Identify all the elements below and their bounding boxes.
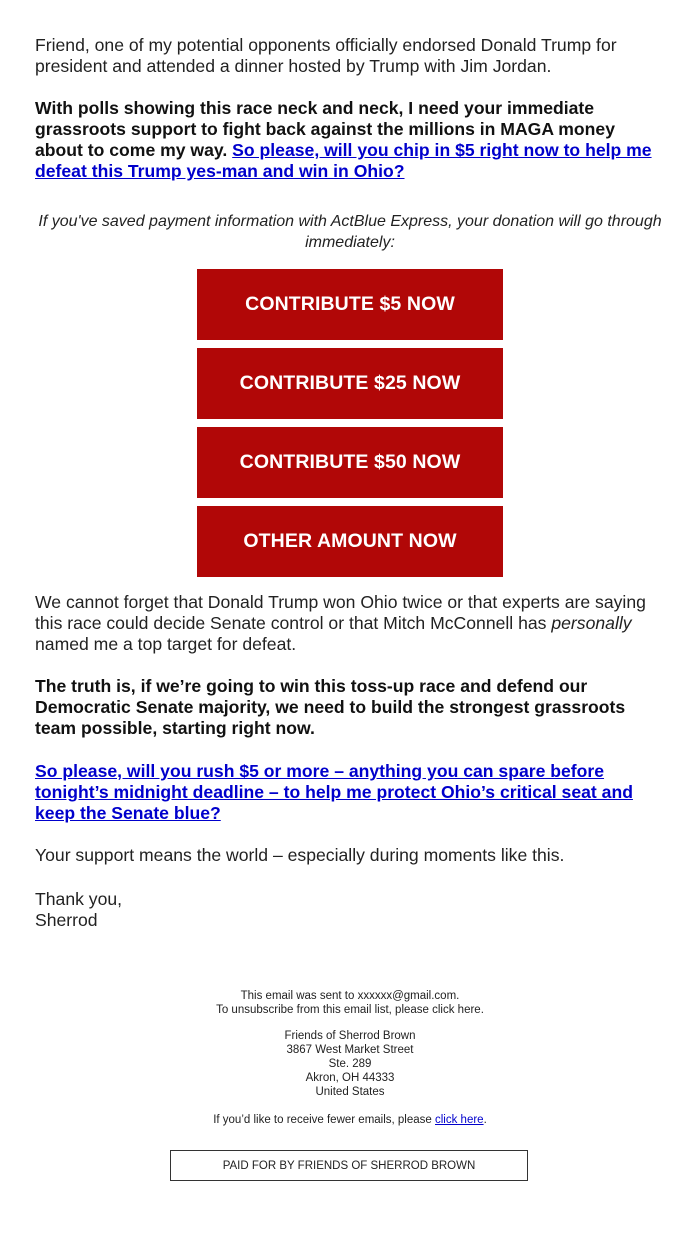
paid-for-text: PAID FOR BY FRIENDS OF SHERROD BROWN: [222, 1159, 476, 1172]
contribute-5-button[interactable]: CONTRIBUTE $5 NOW: [197, 269, 503, 340]
rush-donate-link[interactable]: So please, will you rush $5 or more – anything you can spare before tonight’s midnight deadline – to help me protect Ohio’s critical seat and keep the Senate blue?: [35, 761, 633, 823]
chip-in-link[interactable]: So please, will you chip in $5 right now to help me defeat this Trump yes-man and win in Ohio?: [35, 140, 652, 181]
footer-unsubscribe-link[interactable]: To unsubscribe from this email list, please click here.: [216, 1004, 484, 1016]
footer-street: 3867 West Market Street: [286, 1044, 414, 1056]
fewer-emails-period: .: [483, 1114, 487, 1126]
polls-paragraph: [35, 98, 665, 182]
footer-country: United States: [315, 1086, 385, 1098]
signoff: Thank you,: [35, 889, 123, 909]
cannot-forget-emphasis: personally: [551, 613, 632, 633]
fewer-emails-link[interactable]: click here: [435, 1114, 484, 1126]
contribute-50-button[interactable]: CONTRIBUTE $50 NOW: [197, 427, 503, 498]
signature: Sherrod: [35, 910, 98, 930]
truth-paragraph: The truth is, if we’re going to win this toss-up race and defend our Democratic Senate majority, we need to build the strongest grassroots team possible, starting right now.: [35, 676, 626, 738]
fewer-emails-text: If you’d like to receive fewer emails, please: [213, 1114, 435, 1126]
polls-bold-text: With polls showing this race neck and neck, I need your immediate grassroots support to fight back against the millions in MAGA money about to come my way.: [35, 98, 616, 160]
actblue-express-note: If you've saved payment information with ActBlue Express, your donation will go through immediately:: [38, 213, 662, 251]
footer-sent-to: This email was sent to xxxxxx@gmail.com.: [240, 990, 460, 1002]
footer-suite: Ste. 289: [328, 1058, 372, 1070]
footer-fewer-emails: [150, 1113, 550, 1127]
rush-paragraph: [35, 761, 665, 824]
footer-city: Akron, OH 44333: [305, 1072, 395, 1084]
other-amount-button[interactable]: OTHER AMOUNT NOW: [197, 506, 503, 577]
contribute-25-button[interactable]: CONTRIBUTE $25 NOW: [197, 348, 503, 419]
footer-org-name: Friends of Sherrod Brown: [284, 1030, 416, 1042]
cannot-forget-text-end: named me a top target for defeat.: [35, 634, 297, 654]
cannot-forget-paragraph: [35, 592, 665, 655]
cannot-forget-text-start: We cannot forget that Donald Trump won Ohio twice or that experts are saying this race could decide Senate control or that Mitch McConnell has: [35, 592, 646, 633]
paid-for-disclaimer: [170, 1150, 528, 1181]
intro-paragraph: Friend, one of my potential opponents officially endorsed Donald Trump for president and attended a dinner hosted by Trump with Jim Jordan.: [35, 35, 617, 76]
support-paragraph: Your support means the world – especially during moments like this.: [35, 845, 565, 865]
